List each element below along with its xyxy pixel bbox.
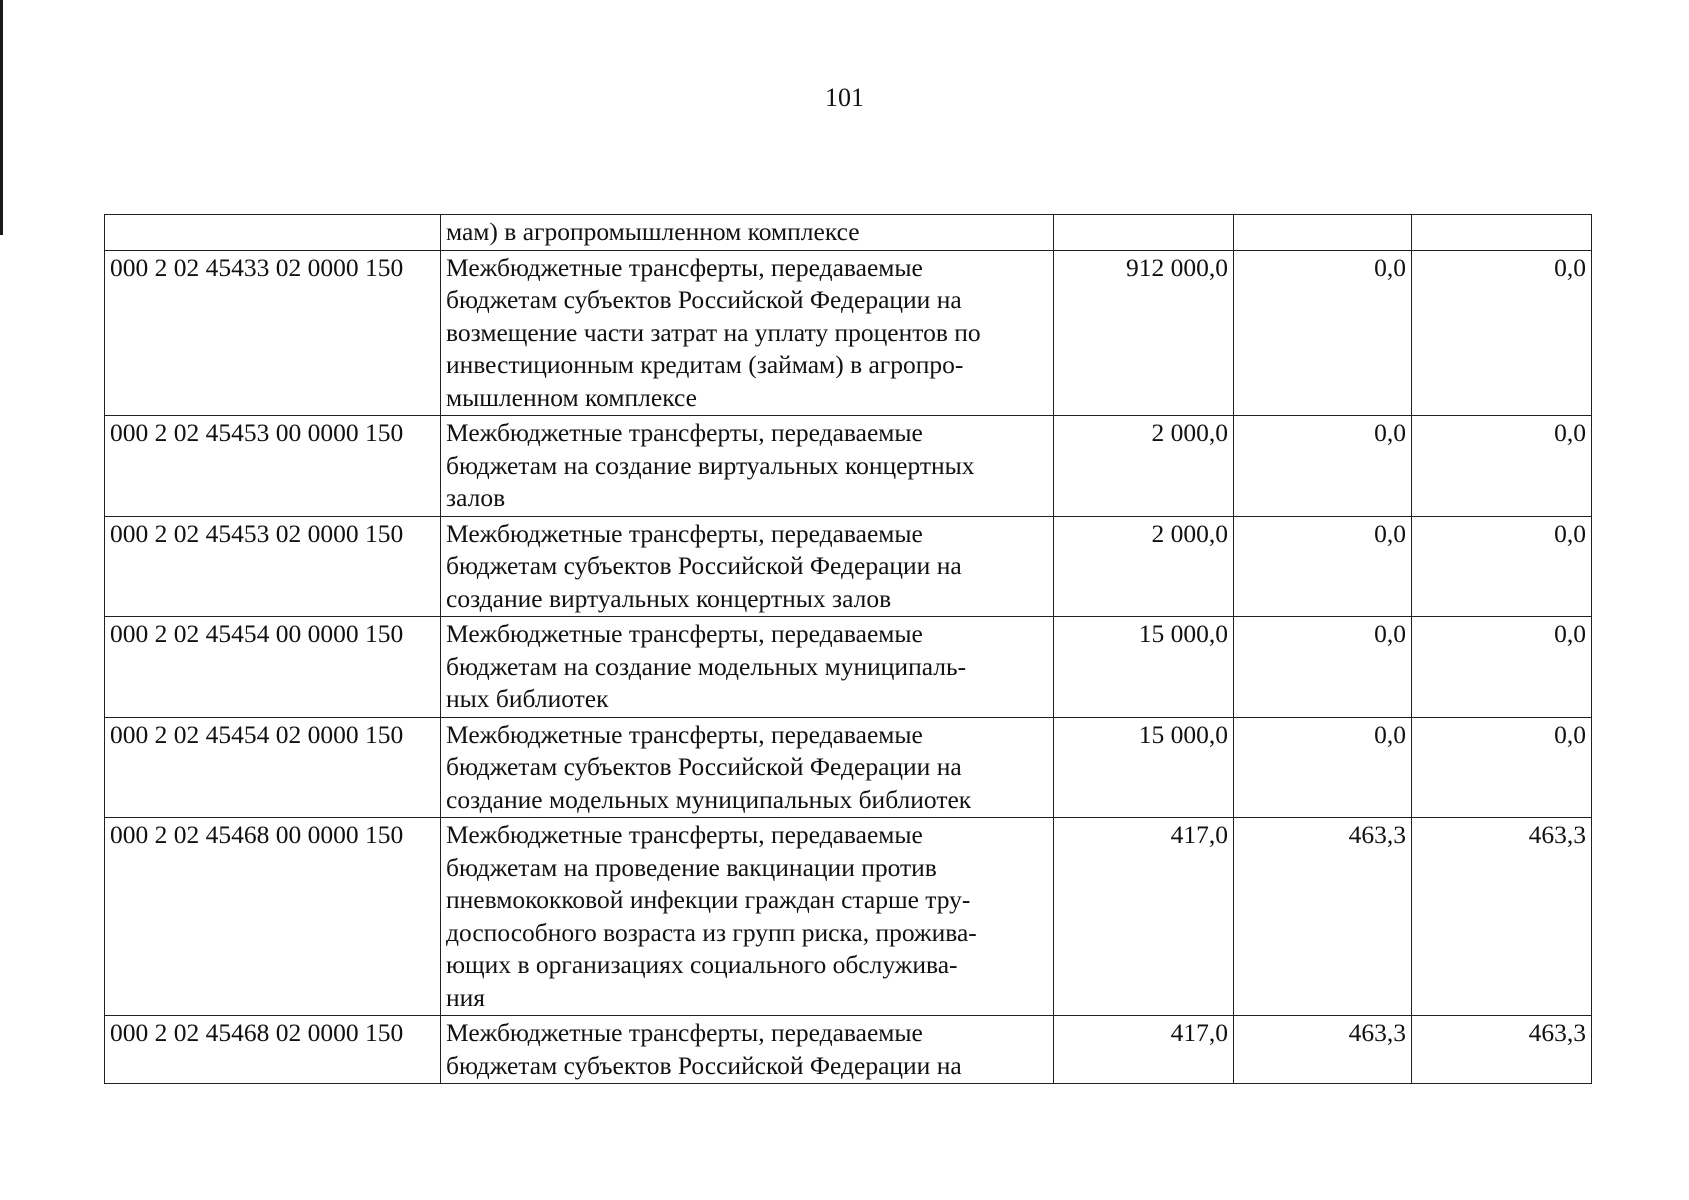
amount-year-2-cell: 0,0 xyxy=(1234,717,1412,818)
amount-year-2-cell: 0,0 xyxy=(1234,617,1412,718)
description-line: бюджетам субъектов Российской Федерации на xyxy=(446,1050,962,1080)
table-body xyxy=(105,215,1592,1084)
amount-year-2-cell: 0,0 xyxy=(1234,250,1412,416)
amount-year-2-cell xyxy=(1234,215,1412,251)
description-line: Межбюджетные трансферты, передаваемые xyxy=(446,619,923,648)
revenue-code-cell: 000 2 02 45454 00 0000 150 xyxy=(105,617,441,718)
table-row xyxy=(105,617,1592,718)
budget-revenue-table xyxy=(104,214,1592,1084)
description-line: ных библиотек xyxy=(446,684,609,713)
description-cell xyxy=(441,717,1054,818)
amount-year-3-cell: 0,0 xyxy=(1412,717,1592,818)
revenue-code-cell: 000 2 02 45433 02 0000 150 xyxy=(105,250,441,416)
amount-year-1-cell xyxy=(1054,215,1234,251)
revenue-code-cell: 000 2 02 45468 00 0000 150 xyxy=(105,818,441,1016)
description-line: бюджетам субъектов Российской Федерации на xyxy=(446,285,962,314)
description-line: бюджетам субъектов Российской Федерации на xyxy=(446,551,962,580)
table-row xyxy=(105,250,1592,416)
amount-year-1-cell: 2 000,0 xyxy=(1054,416,1234,517)
description-line: бюджетам на создание виртуальных концертных xyxy=(446,450,975,480)
description-line: Межбюджетные трансферты, передаваемые xyxy=(446,820,923,849)
description-line: ния xyxy=(446,982,486,1012)
description-cell xyxy=(441,1016,1054,1084)
description-cell xyxy=(441,617,1054,718)
description-line: доспособного возраста из групп риска, прожива- xyxy=(446,917,977,947)
description-cell xyxy=(441,516,1054,617)
revenue-code-cell xyxy=(105,215,441,251)
amount-year-3-cell xyxy=(1412,215,1592,251)
description-cell xyxy=(441,818,1054,1016)
scan-edge-mark xyxy=(0,0,3,235)
amount-year-3-cell: 0,0 xyxy=(1412,516,1592,617)
description-line: пневмококковой инфекции граждан старше тру- xyxy=(446,885,971,914)
description-line: Межбюджетные трансферты, передаваемые xyxy=(446,252,923,282)
description-line: создание виртуальных концертных залов xyxy=(446,583,892,613)
description-line: мам) в агропромышленном комплексе xyxy=(446,217,860,246)
amount-year-2-cell: 463,3 xyxy=(1234,1016,1412,1084)
description-line: Межбюджетные трансферты, передаваемые xyxy=(446,518,923,548)
table-row xyxy=(105,818,1592,1016)
description-line: бюджетам на проведение вакцинации против xyxy=(446,852,937,882)
description-line: залов xyxy=(446,483,506,512)
amount-year-2-cell: 0,0 xyxy=(1234,416,1412,517)
description-cell xyxy=(441,250,1054,416)
page-number: 101 xyxy=(825,83,864,112)
amount-year-3-cell: 463,3 xyxy=(1412,1016,1592,1084)
table-row xyxy=(105,1016,1592,1084)
amount-year-2-cell: 463,3 xyxy=(1234,818,1412,1016)
revenue-code-cell: 000 2 02 45453 02 0000 150 xyxy=(105,516,441,617)
table-row xyxy=(105,416,1592,517)
revenue-code-cell: 000 2 02 45468 02 0000 150 xyxy=(105,1016,441,1084)
description-line: инвестиционным кредитам (займам) в агропро- xyxy=(446,350,964,379)
amount-year-1-cell: 417,0 xyxy=(1054,818,1234,1016)
table-row xyxy=(105,516,1592,617)
description-line: ющих в организациях социального обслужива- xyxy=(446,950,958,979)
description-line: бюджетам на создание модельных муниципаль- xyxy=(446,651,967,681)
amount-year-3-cell: 0,0 xyxy=(1412,617,1592,718)
description-line: создание модельных муниципальных библиотек xyxy=(446,784,972,814)
amount-year-3-cell: 0,0 xyxy=(1412,416,1592,517)
amount-year-1-cell: 15 000,0 xyxy=(1054,617,1234,718)
table-row xyxy=(105,215,1592,251)
description-line: бюджетам субъектов Российской Федерации на xyxy=(446,752,962,781)
description-line: возмещение части затрат на уплату процентов по xyxy=(446,317,981,347)
table-row xyxy=(105,717,1592,818)
description-cell xyxy=(441,215,1054,251)
description-line: мышленном комплексе xyxy=(446,382,697,412)
amount-year-2-cell: 0,0 xyxy=(1234,516,1412,617)
amount-year-3-cell: 0,0 xyxy=(1412,250,1592,416)
description-line: Межбюджетные трансферты, передаваемые xyxy=(446,719,923,749)
amount-year-1-cell: 912 000,0 xyxy=(1054,250,1234,416)
amount-year-1-cell: 15 000,0 xyxy=(1054,717,1234,818)
description-line: Межбюджетные трансферты, передаваемые xyxy=(446,418,923,447)
description-cell xyxy=(441,416,1054,517)
revenue-code-cell: 000 2 02 45454 02 0000 150 xyxy=(105,717,441,818)
description-line: Межбюджетные трансферты, передаваемые xyxy=(446,1018,923,1047)
amount-year-1-cell: 417,0 xyxy=(1054,1016,1234,1084)
revenue-code-cell: 000 2 02 45453 00 0000 150 xyxy=(105,416,441,517)
amount-year-1-cell: 2 000,0 xyxy=(1054,516,1234,617)
amount-year-3-cell: 463,3 xyxy=(1412,818,1592,1016)
